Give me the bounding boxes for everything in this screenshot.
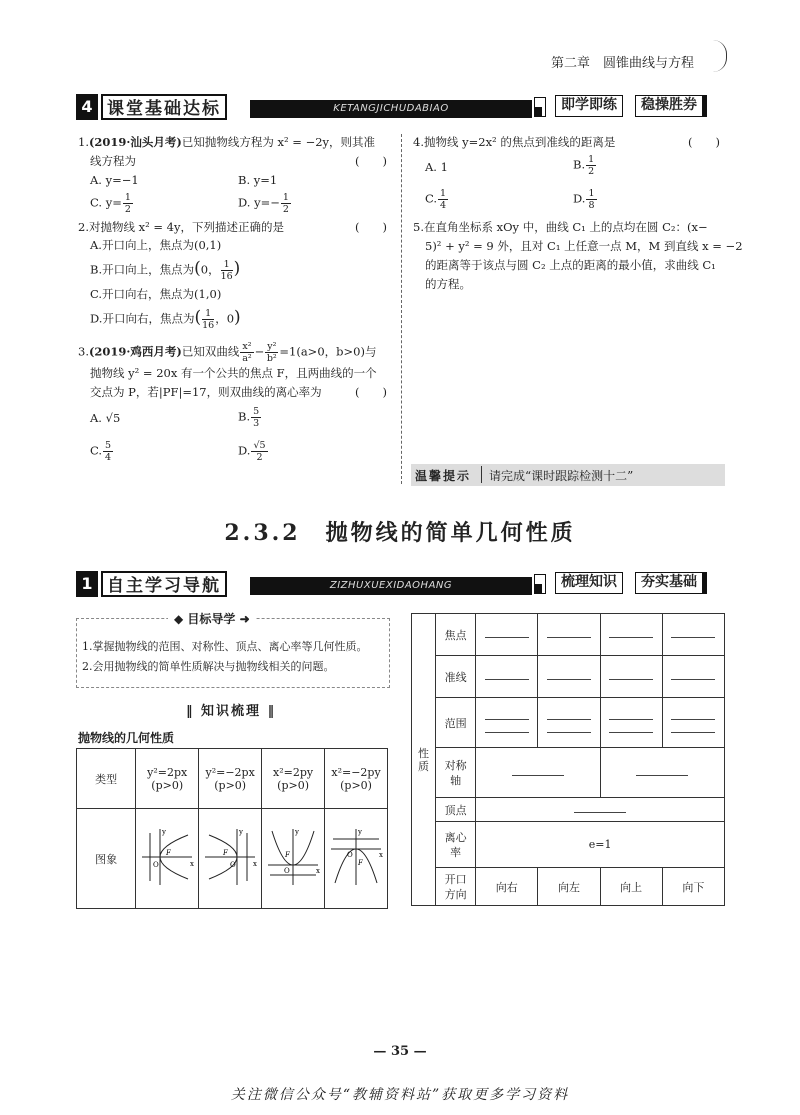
- svg-text:x: x: [316, 867, 321, 875]
- goal-item-1: 1.掌握抛物线的范围、对称性、顶点、离心率等几何性质。: [82, 640, 368, 653]
- svg-text:O: O: [284, 867, 290, 875]
- question-1-line2: 线方程为: [90, 154, 136, 168]
- banner2-title: 自主学习导航: [101, 571, 227, 597]
- q2-option-b: B.开口向上，焦点为(0， $\frac{1}{16}$ ): [90, 258, 241, 282]
- banner1-title: 课堂基础达标: [101, 94, 227, 120]
- svg-text:x: x: [379, 851, 383, 859]
- svg-text:y: y: [358, 828, 362, 836]
- open-dir-3: 向上: [600, 868, 662, 906]
- banner2-pinyin: ZIZHUXUEXIDAOHANG: [250, 577, 532, 595]
- svg-text:y: y: [239, 828, 244, 836]
- type-cell-1: y²=2px (p>0): [136, 749, 199, 809]
- question-3-line2: 抛物线 y² = 20x 有一个公共的焦点 F，且两曲线的一个: [90, 366, 377, 380]
- header-bracket: [713, 40, 727, 72]
- knowledge-subtitle: 抛物线的几何性质: [78, 731, 175, 745]
- svg-text:O: O: [347, 851, 353, 859]
- chapter-header: 第二章 圆锥曲线与方程: [551, 56, 695, 71]
- row-graph-label: 图象: [77, 809, 136, 909]
- banner1-marker: [534, 97, 546, 117]
- svg-text:F: F: [358, 859, 363, 867]
- question-4: 4.抛物线 y=2x² 的焦点到准线的距离是: [413, 135, 616, 149]
- q1-option-b: B. y=1: [238, 173, 278, 187]
- label-axis: 对称轴: [436, 748, 476, 798]
- row-type-label: 类型: [77, 749, 136, 809]
- banner2-marker: [534, 574, 546, 594]
- q3-option-b: B. $\frac{5}{3}$: [238, 406, 260, 429]
- section-title: 2.3.2 抛物线的简单几何性质: [224, 520, 576, 546]
- eccentricity-value: e=1: [476, 822, 725, 868]
- column-divider: [401, 134, 402, 484]
- question-5-line4: 的方程。: [425, 277, 471, 291]
- type-cell-4: x²=−2py (p>0): [325, 749, 388, 809]
- type-cell-2: y²=−2px (p>0): [199, 749, 262, 809]
- graph-up: [262, 809, 325, 909]
- open-dir-4: 向下: [662, 868, 724, 906]
- svg-text:F: F: [223, 849, 229, 857]
- tip-label: 温馨提示: [415, 469, 472, 483]
- goals-heading: ◆ 目标导学 ➜: [168, 610, 256, 627]
- question-3-paren: ( ): [355, 385, 387, 399]
- goal-item-2: 2.会用抛物线的简单性质解决与抛物线相关的问题。: [82, 660, 335, 673]
- svg-text:O: O: [153, 861, 159, 869]
- svg-text:x: x: [253, 860, 258, 868]
- knowledge-heading: ‖ 知识梳理 ‖: [186, 704, 277, 719]
- svg-text:F: F: [285, 851, 290, 859]
- svg-text:y: y: [162, 828, 167, 836]
- graph-down: [325, 809, 388, 909]
- graph-right: [136, 809, 199, 909]
- svg-text:O: O: [230, 861, 236, 869]
- label-opening: 开口方向: [436, 868, 476, 906]
- banner1-tag2: 稳操胜券: [635, 95, 707, 117]
- question-1-paren: ( ): [355, 154, 387, 168]
- graph-left: [199, 809, 262, 909]
- question-5: 5.在直角坐标系 xOy 中，曲线 C₁ 上的点均在圆 C₂：(x−: [413, 220, 708, 234]
- q2-option-a: A.开口向上，焦点为(0,1): [90, 238, 222, 252]
- banner2-tag1: 梳理知识: [555, 572, 623, 594]
- q4-option-a: A. 1: [425, 160, 448, 174]
- svg-text:x: x: [190, 860, 195, 868]
- svg-text:y: y: [295, 828, 300, 836]
- banner1-pinyin: KETANGJICHUDABIAO: [250, 100, 532, 118]
- q3-option-a: A. √5: [90, 411, 121, 425]
- q4-option-c: C. $\frac{1}{4}$: [425, 188, 447, 211]
- label-focus: 焦点: [436, 614, 476, 656]
- question-1: 1.(2019·汕头月考)已知抛物线方程为 x² = −2y，则其准: [78, 135, 376, 149]
- banner1-number: 4: [76, 94, 98, 120]
- svg-text:F: F: [166, 849, 172, 857]
- label-vertex: 顶点: [436, 798, 476, 822]
- question-5-line2: 5)² + y² = 9 外，且对 C₁ 上任意一点 M，M 到直线 x = −2: [425, 239, 743, 253]
- open-dir-2: 向左: [538, 868, 600, 906]
- question-5-line3: 的距离等于该点与圆 C₂ 上点的距离的最小值，求曲线 C₁: [425, 258, 716, 272]
- properties-group-label: 性质: [412, 614, 436, 906]
- page-number: — 35 —: [373, 1044, 427, 1059]
- property-table-left: [76, 748, 388, 909]
- q2-option-d: D.开口向右，焦点为( $\frac{1}{16}$ ，0): [90, 307, 241, 331]
- footer-note: 关注微信公众号“教辅资料站”获取更多学习资料: [230, 1087, 570, 1103]
- q2-option-c: C.开口向右，焦点为(1,0): [90, 287, 222, 301]
- tip-box: [411, 464, 725, 486]
- banner1-tag1: 即学即练: [555, 95, 623, 117]
- label-range: 范围: [436, 698, 476, 748]
- banner2-number: 1: [76, 571, 98, 597]
- tip-text: 请完成“课时跟踪检测十二”: [489, 469, 634, 483]
- q1-option-c: C. y= $\frac{1}{2}$: [90, 192, 131, 215]
- q1-option-a: A. y=−1: [90, 173, 139, 187]
- question-2-paren: ( ): [355, 220, 387, 234]
- property-table-right: [411, 613, 725, 906]
- question-4-paren: ( ): [688, 135, 720, 149]
- question-3-line3: 交点为 P，若|PF|=17，则双曲线的离心率为: [90, 385, 322, 399]
- q4-option-d: D. $\frac{1}{8}$: [573, 188, 595, 211]
- q1-option-d: D. y=− $\frac{1}{2}$: [238, 192, 289, 215]
- q4-option-b: B. $\frac{1}{2}$: [573, 154, 595, 177]
- banner2-tag2: 夯实基础: [635, 572, 707, 594]
- question-3: 3.(2019·鸡西月考)已知双曲线 $\frac{\text{x²}}{\text{a²}}$ − $\frac{\text{y²}}{\text{b²}}$ =1(a>0，b>0)与: [78, 341, 377, 364]
- label-eccentricity: 离心率: [436, 822, 476, 868]
- q3-option-c: C. $\frac{5}{4}$: [90, 440, 112, 463]
- question-2: 2.对抛物线 x² = 4y，下列描述正确的是: [78, 220, 284, 234]
- type-cell-3: x²=2py (p>0): [262, 749, 325, 809]
- open-dir-1: 向右: [476, 868, 538, 906]
- label-directrix: 准线: [436, 656, 476, 698]
- q3-option-d: D. $\frac{√5}{2}$: [238, 440, 266, 463]
- goals-box: [76, 610, 390, 690]
